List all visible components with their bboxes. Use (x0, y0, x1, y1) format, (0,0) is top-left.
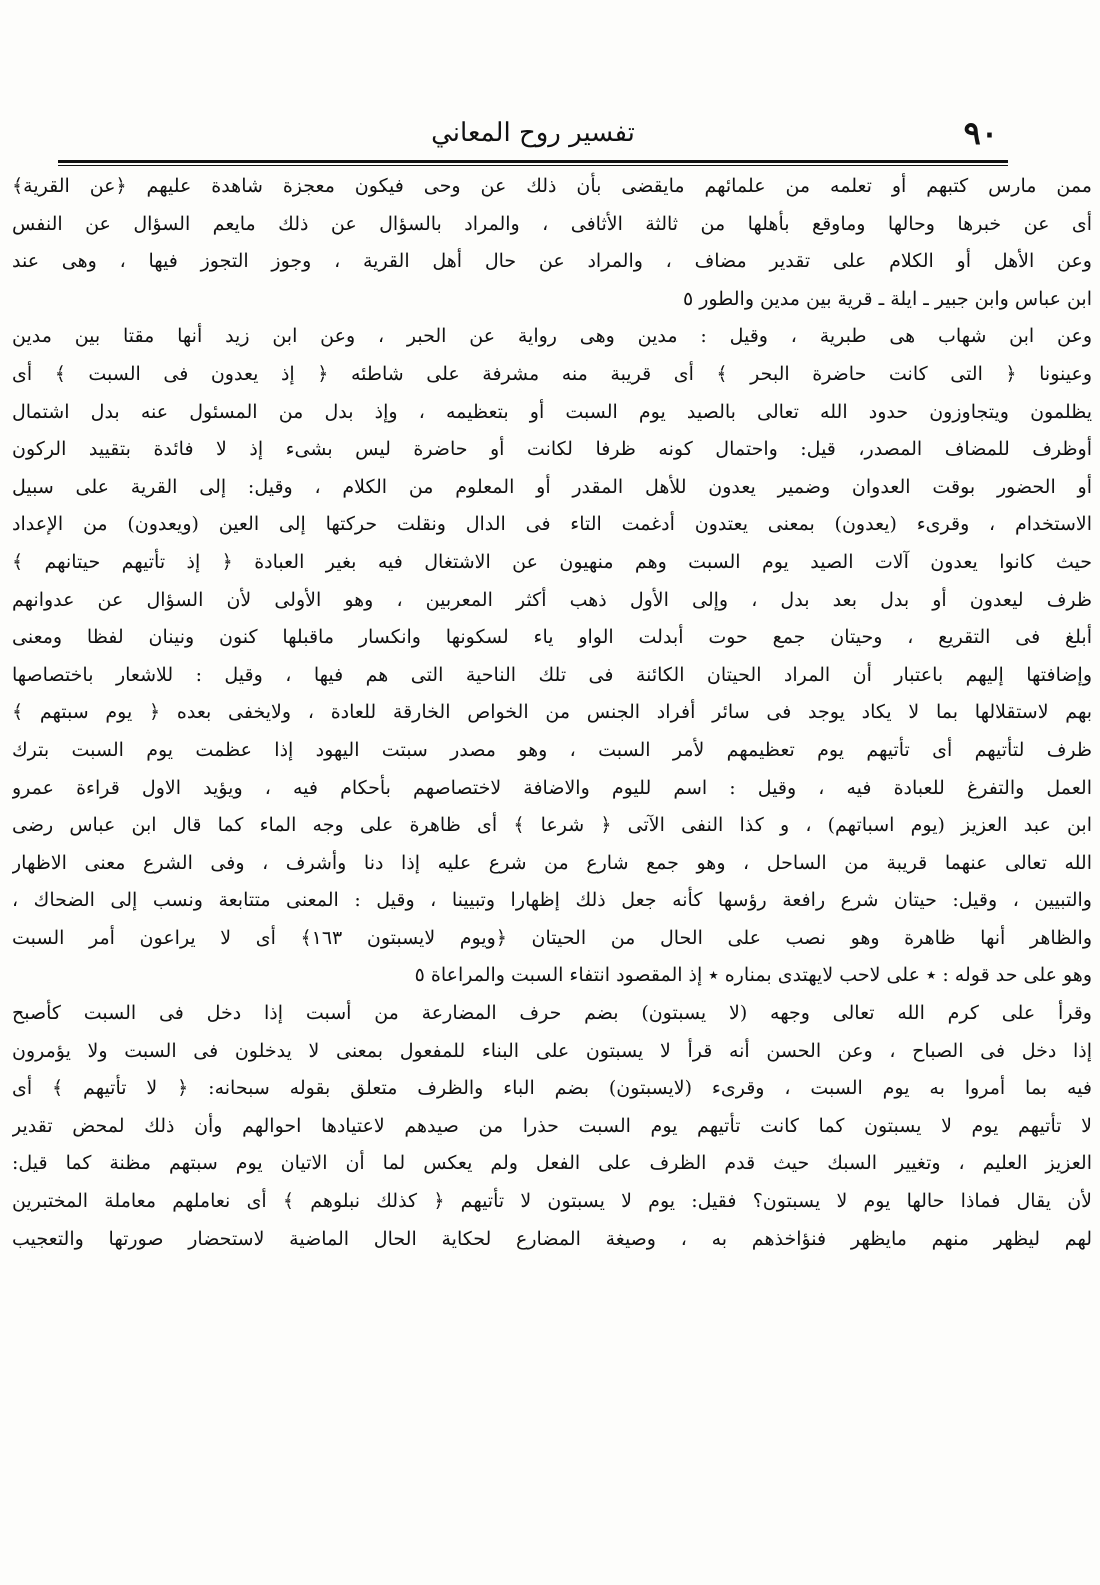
text-line: والظاهر أنها ظاهرة وهو نصب على الحال من الحيتان ﴿ويوم لايسبتون ١٦٣﴾ أى لا يراعون أمر السبت (12, 926, 1092, 949)
text-line: أو الحضور بوقت العدوان وضمير يعدون للأهل المقدر أو المعلوم من الكلام ، وقيل: إلى القرية على سبيل (12, 475, 1092, 498)
text-line: بهم لاستقلالها بما لا يكاد يوجد فى سائر أفراد الجنس من الخواص الخارقة للعادة ، ولايخفى بعده ﴿ يوم سبتهم ﴾ (12, 701, 1092, 724)
text-line: يظلمون ويتجاوزون حدود الله تعالى بالصيد يوم السبت أو بتعظيمه ، وإذ بدل من المسئول عنه بدل اشتمال (12, 400, 1092, 423)
text-line: أبلغ فى التقريع ، وحيتان جمع حوت أبدلت الواو ياء لسكونها وانكسار ماقبلها كنون ونينان لفظا ومعنى (12, 626, 1092, 649)
text-line: وعن الأهل أو الكلام على تقدير مضاف ، والمراد عن حال أهل القرية ، وجوز التجوز فيها ، وهى عند (12, 250, 1092, 273)
text-line: وعن ابن شهاب هى طبرية ، وقيل : مدين وهى رواية عن الحبر ، وعن ابن زيد أنها مقتا بين مدين (12, 325, 1092, 348)
text-line: وهو على حد قوله : ٭ على لاحب لايهتدى بمناره ٭ إذ المقصود انتفاء السبت والمراعاة ٥ (414, 964, 1092, 987)
text-line: ابن عباس وابن جبير ـ ايلة ـ قرية بين مدين والطور ٥ (682, 287, 1092, 310)
text-line: ظرف لتأتيهم أى تأتيهم يوم تعظيمهم لأمر السبت ، وهو مصدر سبتت اليهود إذا عظمت يوم السبت بترك (12, 738, 1092, 761)
text-line: لأن يقال فماذا حالها يوم لا يسبتون؟ فقيل: يوم لا يسبتون لا تأتيهم ﴿ كذلك نبلوهم ﴾ أى نعاملهم معاملة المختبرين (12, 1190, 1092, 1213)
text-line: ابن عبد العزيز (يوم اسباتهم) ، و كذا النفى الآتى ﴿ شرعا ﴾ أى ظاهرة على وجه الماء كما قال ابن عباس رضى (12, 814, 1092, 837)
text-line: حيث كانوا يعدون آلات الصيد يوم السبت وهم منهيون عن الاشتغال فيه بغير العبادة ﴿ إذ تأتيهم حيتانهم ﴾ (12, 550, 1092, 573)
text-line: إذا دخل فى الصباح ، وعن الحسن أنه قرأ لا يسبتون على البناء للمفعول بمعنى لا يدخلون فى السبت ولا يؤمرون (12, 1039, 1092, 1062)
text-line: وقرأ على كرم الله تعالى وجهه (لا يسبتون) بضم حرف المضارعة من أسبت إذا دخل فى السبت كأصبح (12, 1002, 1092, 1025)
text-line: والتبيين ، وقيل: حيتان شرع رافعة رؤسها كأنه جعل ذلك إظهارا وتبيينا ، وقيل : المعنى متتابعة ونسب إلى الضحاك ، (12, 889, 1092, 912)
text-line: ممن مارس كتبهم أو تعلمه من علمائهم مايقضى بأن ذلك عن وحى فيكون معجزة شاهدة عليهم ﴿عن القرية﴾ (12, 175, 1092, 197)
text-line: وإضافتها إليهم باعتبار أن المراد الحيتان الكائنة فى تلك الناحية التى هم فيها ، وقيل : للاشعار باختصاصها (12, 663, 1092, 686)
text-line: أى عن خبرها وحالها وماوقع بأهلها من ثالثة الأثافى ، والمراد بالسؤال عن ذلك مايعم السؤال عن النفس (12, 212, 1092, 235)
page-number: ٩٠ (963, 114, 998, 152)
text-line: الله تعالى عنهما قريبة من الساحل ، وهو جمع شارع من شرع عليه إذا دنا وأشرف ، وفى الشرع معنى الاظهار (12, 851, 1092, 874)
text-line: أوظرف للمضاف المصدر، قيل: واحتمال كونه ظرفا لكانت أو حاضرة ليس بشىء إذ لا فائدة بتقييد الركون (12, 438, 1092, 461)
text-line: لا تأتيهم يوم لا يسبتون كما كانت تأتيهم يوم السبت حذرا من صيدهم لاعتيادها احوالهم وأن ذلك لمحض تقدير (12, 1114, 1092, 1137)
page-header (58, 112, 1008, 154)
text-line: العمل والتفرغ للعبادة فيه ، وقيل : اسم لليوم والاضافة لاختصاصهم بأحكام فيه ، ويؤيد الاول قراءة عمرو (12, 776, 1092, 799)
header-rule (58, 160, 1008, 166)
running-title: تفسير روح المعاني (431, 118, 635, 148)
text-line: العزيز العليم ، وتغيير السبك حيث قدم الظرف على الفعل ولم يعكس لما أن الاتيان يوم سبتهم مظنة كما قيل: (12, 1152, 1092, 1175)
text-line: لهم ليظهر منهم مايظهر فنؤاخذهم به ، وصيغة المضارع لحكاية الحال الماضية لاستحضار صورتها والتعجيب (12, 1227, 1092, 1250)
text-line: وعينونا ﴿ التى كانت حاضرة البحر ﴾ أى قريبة منه مشرفة على شاطئه ﴿ إذ يعدون فى السبت ﴾ أى (12, 362, 1092, 385)
text-line: الاستخدام ، وقرىء (يعدون) بمعنى يعتدون أدغمت التاء فى الدال ونقلت حركتها إلى العين (ويعدون) من الإعداد (12, 513, 1092, 536)
text-line: فيه بما أمروا به يوم السبت ، وقرىء (لايسبتون) بضم الباء والظرف متعلق بقوله سبحانه: ﴿ لا تأتيهم ﴾ أى (12, 1077, 1092, 1100)
text-line: ظرف ليعدون أو بدل بعد بدل ، وإلى الأول ذهب أكثر المعربين ، وهو الأولى لأن السؤال عن عدوانهم (12, 588, 1092, 611)
page-body (12, 168, 1092, 1258)
